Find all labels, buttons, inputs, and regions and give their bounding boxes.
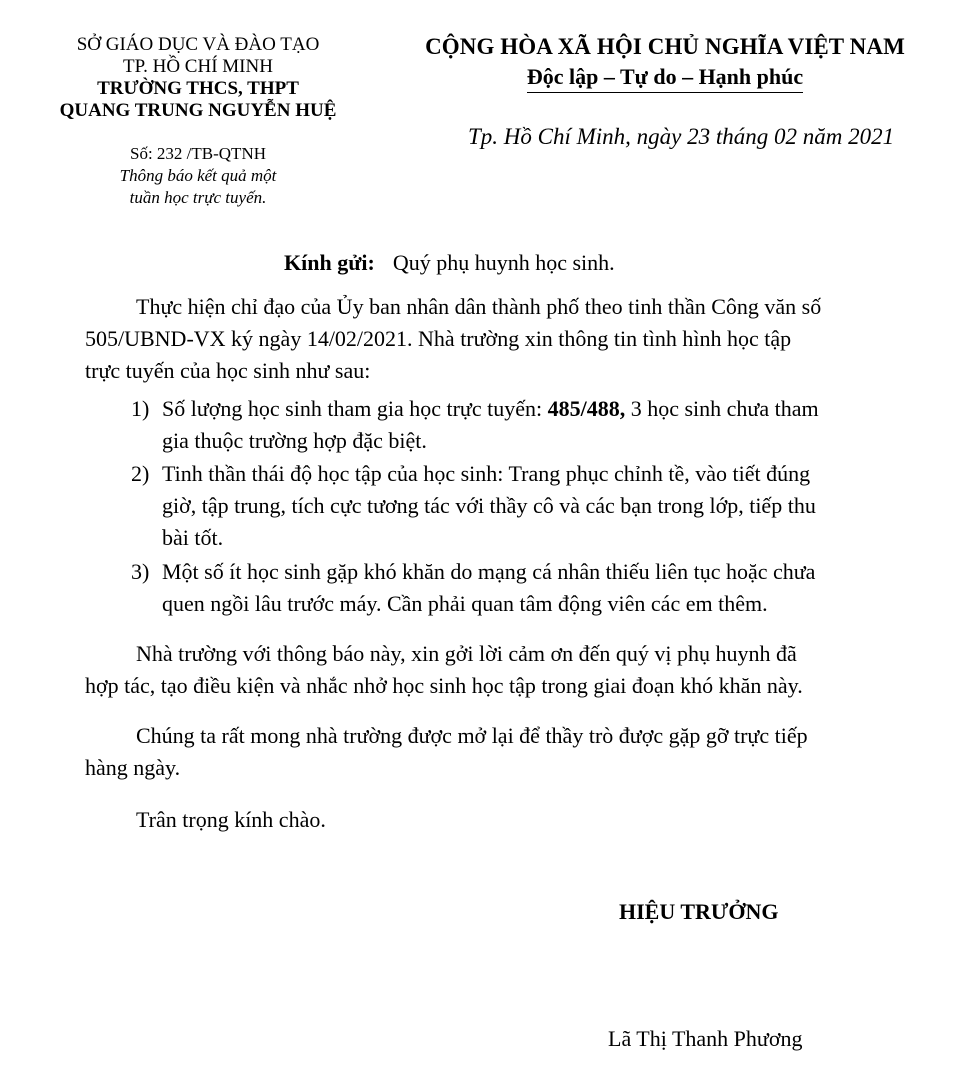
school-name-line2: QUANG TRUNG NGUYỄN HUỆ: [59, 100, 337, 121]
nation-title: CỘNG HÒA XÃ HỘI CHỦ NGHĨA VIỆT NAM: [425, 34, 905, 59]
hope-line: Chúng ta rất mong nhà trường được mở lại để thầy trò được gặp gỡ trực tiếp: [136, 723, 808, 748]
issue-date: Tp. Hồ Chí Minh, ngày 23 tháng 02 năm 2021: [468, 124, 895, 149]
thanks-line: Nhà trường với thông báo này, xin gởi lời cảm ơn đến quý vị phụ huynh đã: [136, 641, 797, 666]
list-item-number: 1): [131, 396, 150, 421]
intro-line: 505/UBND-VX ký ngày 14/02/2021. Nhà trường xin thông tin tình hình học tập: [85, 326, 792, 351]
closing-greeting: Trân trọng kính chào.: [136, 807, 326, 832]
recipient-line: [284, 248, 615, 278]
school-name-line1: TRƯỜNG THCS, THPT: [97, 78, 299, 99]
list-item-text: 3 học sinh chưa tham: [625, 396, 819, 421]
document-number: Số: 232 /TB-QTNH: [130, 144, 266, 163]
signer-name: Lã Thị Thanh Phương: [608, 1026, 803, 1051]
list-item-line: Một số ít học sinh gặp khó khăn do mạng cá nhân thiếu liên tục hoặc chưa: [162, 559, 816, 584]
participation-count: 485/488,: [547, 396, 626, 421]
intro-paragraph: [85, 291, 897, 387]
city-name: TP. HỒ CHÍ MINH: [123, 56, 273, 77]
list-item-line: giờ, tập trung, tích cực tương tác với thầy cô và các bạn trong lớp, tiếp thu: [162, 493, 816, 518]
signer-title: HIỆU TRƯỞNG: [619, 899, 779, 924]
list-item-number: 2): [131, 461, 150, 486]
hope-paragraph: [85, 720, 897, 784]
national-header-block: [410, 32, 920, 93]
list-item: [131, 393, 897, 457]
issuing-authority-block: [38, 34, 358, 122]
thanks-paragraph: [85, 638, 897, 702]
intro-line: Thực hiện chỉ đạo của Ủy ban nhân dân thành phố theo tinh thần Công văn số: [136, 294, 822, 319]
list-item-line: bài tốt.: [162, 525, 224, 550]
list-item-number: 3): [131, 559, 150, 584]
intro-line: trực tuyến của học sinh như sau:: [85, 358, 371, 383]
document-number-block: [38, 143, 358, 209]
national-motto: Độc lập – Tự do – Hạnh phúc: [527, 62, 803, 93]
list-item-text: Số lượng học sinh tham gia học trực tuyến:: [162, 396, 548, 421]
list-item-line: gia thuộc trường hợp đặc biệt.: [162, 428, 427, 453]
recipient-label: Kính gửi:: [284, 250, 375, 275]
hope-line: hàng ngày.: [85, 755, 181, 780]
list-item: [131, 458, 897, 554]
list-item-line: quen ngồi lâu trước máy. Cần phải quan tâm động viên các em thêm.: [162, 591, 768, 616]
list-item: [131, 556, 897, 620]
recipient-value: Quý phụ huynh học sinh.: [392, 250, 615, 275]
list-item-line: Tinh thần thái độ học tập của học sinh: Trang phục chỉnh tề, vào tiết đúng: [162, 461, 811, 486]
department-name: SỞ GIÁO DỤC VÀ ĐÀO TẠO: [76, 34, 320, 55]
document-subject-line2: tuần học trực tuyến.: [129, 188, 267, 207]
list-item-line: [162, 393, 897, 425]
thanks-line: hợp tác, tạo điều kiện và nhắc nhở học sinh học tập trong giai đoạn khó khăn này.: [85, 673, 803, 698]
document-subject-line1: Thông báo kết quả một: [119, 166, 277, 185]
